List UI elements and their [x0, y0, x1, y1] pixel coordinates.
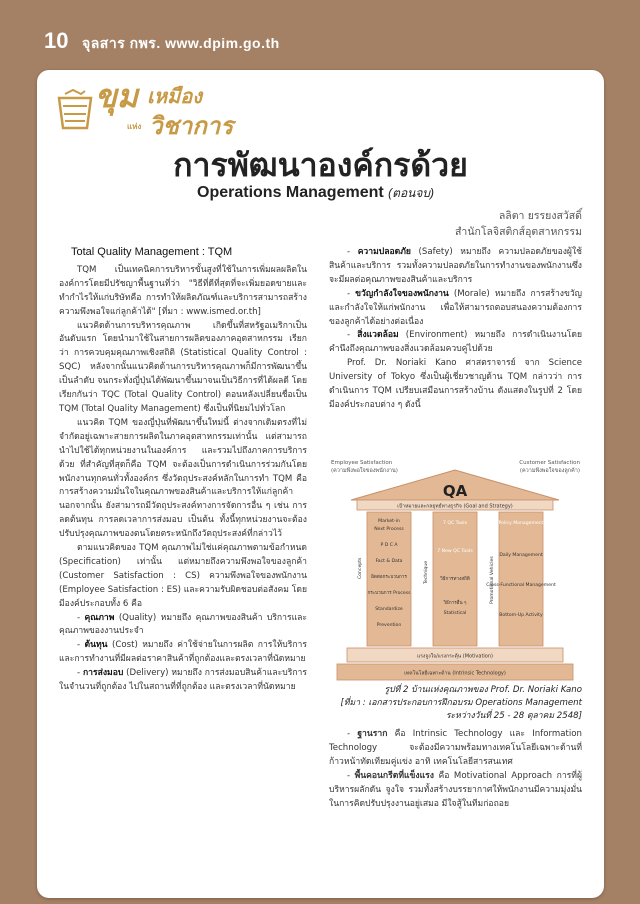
pillar-item: วิธีการทางสถิติ [440, 577, 470, 582]
page-number: 10 [44, 28, 69, 53]
logo-word-mueang: เหมือง [147, 86, 202, 108]
publication-title: จุลสาร กพร. www.dpim.go.th [82, 35, 280, 51]
author-block [455, 208, 582, 240]
article-title: การพัฒนาองค์กรด้วย [173, 146, 468, 184]
logo-word-wichakan: วิชาการ [149, 113, 234, 140]
pillar-item: Cross-Functional Management [486, 583, 556, 588]
subtitle-note: (ตอนจบ) [388, 186, 434, 200]
pillar-item: กระบวนการ Process [367, 591, 411, 596]
figure-caption [329, 684, 582, 723]
house-of-quality-diagram [329, 454, 582, 704]
list-item: - ต้นทุน (Cost) หมายถึง ค่าใช้จ่ายในการผลิต การให้บริการและการทำงานที่มีผลต่อราคาสินค้าที่ถูกต้องและตรงเวลาที่นัดหมาย [59, 640, 307, 665]
mining-cart-icon [55, 88, 95, 136]
paragraph: แนวคิด TQM ของญี่ปุ่นที่พัฒนาขึ้นใหม่นี้ ต่างจากเดิมตรงที่ไม่จำกัดอยู่เฉพาะสายการผลิตในภาคอุตสาหกรรมเท่านั้น แต่สามารถนำไปใช้ได้ทุกหน่วยงานในองค์การ และรวมไปถึงภาคการบริการด้วย ที่สำคัญที่สุดก็คือ TQM จะต้องเป็นการดำเนินการร่วมกันโดยพนักงานทุกคนทั่วทั้งองค์กร ซึ่งวัตถุประสงค์หลักในการทำ TQM คือ การสร้างความมั่นใจในคุณภาพของสินค้าและบริการให้แก่ลูกค้า นอกจากนั้น ยังสามารถมีวัตถุประสงค์ทางการจัดการอื่น ๆ เช่น การลดต้นทุน การลดเวลาการส่งมอบ เป็นต้น ทั้งนี้ทุกหน่วยงานจะต้องปรับปรุงคุณภาพของตนโดยตระหนักถึงวัตถุประสงค์ที่กล่าวไว้ [59, 417, 307, 540]
roof-label: QA [442, 482, 468, 500]
column-logo [55, 77, 234, 148]
article-subtitle: Operations Management (ตอนจบ) [197, 184, 434, 201]
list-item: - สิ่งแวดล้อม (Environment) หมายถึง การดำเนินงานโดยคำนึงถึงคุณภาพของสิ่งแวดล้อมควบคู่ไปด้วย [329, 330, 582, 355]
pillar-item: Standardize [375, 607, 403, 612]
caption-line: รูปที่ 2 บ้านแห่งคุณภาพของ Prof. Dr. Noriaki Kano [384, 685, 582, 695]
list-item: - ความปลอดภัย (Safety) หมายถึง ความปลอดภัยของผู้ใช้สินค้าและบริการ รวมทั้งความปลอดภัยในการทำงานของพนักงานซึ่งจะมีผลต่อคุณภาพของสินค้าและบริการ [329, 247, 582, 285]
employee-satisfaction-th-label: (ความพึงพอใจของพนักงาน) [331, 468, 398, 474]
pillar-item: Market-in [378, 519, 400, 524]
list-item: - พื้นคอนกรีตที่แข็งแรง คือ Motivational Approach การที่ผู้บริหารผลักดัน จูงใจ รวมทั้งสร้างบรรยากาศให้พนักงานมีความมุ่งมั่นในการคิดปรับปรุงงานอยู่เสมอ มีใจสู้ในทีมก่อถอย [329, 770, 582, 809]
pillar-item: Prevention [376, 623, 402, 628]
customer-satisfaction-label: Customer Satisfaction [519, 460, 580, 466]
list-item: - การส่งมอบ (Delivery) หมายถึง การส่งมอบสินค้าและบริการในจำนวนที่ถูกต้อง ไปในสถานที่ที่ถูกต้อง และตรงเวลาที่นัดหมาย [59, 668, 307, 693]
caption-line: ระหว่างวันที่ 25 - 28 ตุลาคม 2548] [445, 711, 582, 721]
pillar-side-label: Technique [424, 560, 429, 584]
paragraph: TQM เป็นเทคนิคการบริหารขั้นสูงที่ใช้ในการเพิ่มผลผลิตในองค์การโดยมีปรัชญาพื้นฐานที่ว่า "วิธีที่ดีที่สุดที่จะเพิ่มยอดขายและทำกำไรให้แก่บริษัทคือ การทำให้ผลิตภัณฑ์และบริการสามารถสร้างความพึงพอใจแก่ลูกค้าได้" [ที่มา : www.ismed.or.th] [59, 264, 307, 317]
left-column [59, 246, 307, 695]
customer-satisfaction-th-label: (ความพึงพอใจของลูกค้า) [519, 468, 580, 474]
list-item: - คุณภาพ (Quality) หมายถึง คุณภาพของสินค้า บริการและคุณภาพของงานประจำ [59, 612, 308, 637]
pillar-item: P D C A [380, 543, 398, 548]
pillar-item: Next Process [374, 527, 404, 532]
section-heading: Total Quality Management : TQM [71, 246, 233, 258]
right-column-bottom [329, 728, 582, 811]
pillar-item: Policy Management [498, 521, 544, 526]
promotional-vehicles-pillar [499, 512, 543, 646]
logo-word-haeng: แห่ง [127, 122, 142, 131]
article-page [37, 70, 604, 898]
pillar-item: Bottom-Up Activity [499, 613, 543, 618]
page-header [0, 0, 640, 60]
logo-word-khum: ขุม [95, 77, 138, 115]
pillar-side-label: Concepts [358, 557, 363, 579]
author-name: ลลิตา ยรรยงสวัสดิ์ [498, 210, 582, 222]
paragraph: แนวคิดด้านการบริหารคุณภาพ เกิดขึ้นที่สหรัฐอเมริกาเป็นอันดับแรก โดยนำมาใช้ในสายการผลิตของภาคอุตสาหกรรม เรียกว่า การควบคุมคุณภาพเชิงสถิติ (Statistical Quality Control : SQC) หลังจากนั้นแนวคิดด้านการบริหารคุณภาพก็มีการพัฒนาขึ้นเป็นลำดับ จนกระทั่งญี่ปุ่นได้พัฒนาขึ้นมาจนเป็นวิธีการที่ได้ผลดี โดยเรียกกันว่า TQC (Total Quality Control) ตอนหลังเปลี่ยนชื่อเป็น TQM (Total Quality Management) ซึ่งเป็นที่นิยมไปทั่วโลก [59, 320, 307, 414]
pillar-item: ผิดต่อกระบวนการ [371, 575, 407, 580]
author-affiliation: สำนักโลจิสติกส์อุตสาหกรรม [455, 226, 582, 238]
caption-line: [ที่มา : เอกสารประกอบการฝึกอบรม Operations Management [340, 698, 582, 708]
motivation-label: แรงจูงใจ/แรงกระตุ้น (Motivation) [416, 653, 494, 660]
technology-label: เทคโนโลยีเฉพาะด้าน (Intrinsic Technology) [404, 670, 506, 677]
pillar-item: 7 QC Tools [443, 521, 467, 526]
pillar-item: 7 New QC Tools [437, 549, 473, 554]
employee-satisfaction-label: Employee Satisfaction [331, 460, 393, 466]
goal-beam-label: เป้าหมายและกลยุทธ์ทางธุรกิจ (Goal and Strategy) [397, 503, 513, 510]
pillar-item: Daily Management [499, 553, 543, 558]
list-item: - ฐานราก คือ Intrinsic Technology และ Information Technology จะต้องมีความพร้อมทางเทคโนโลยีเฉพาะด้านที่ก้าวหน้าทัดเทียมคู่แข่ง อาทิ เทคโนโลยีสารสนเทศ [329, 729, 582, 767]
paragraph: ตามแนวคิดของ TQM คุณภาพไม่ใช่แค่คุณภาพตามข้อกำหนด (Specification) เท่านั้น แต่หมายถึงความพึงพอใจของลูกค้า (Customer Satisfaction : CS) ความพึงพอใจของพนักงาน (Employee Satisfaction : ES) และความรับผิดชอบต่อสังคม โดยมีองค์ประกอบทั้ง 6 คือ [59, 543, 307, 609]
pillar-item: Fact & Data [375, 559, 403, 564]
pillar-item: วิธีการอื่น ๆ [443, 601, 467, 606]
list-item: - ขวัญกำลังใจของพนักงาน (Morale) หมายถึง การสร้างขวัญและกำลังใจให้แก่พนักงาน เพื่อให้สามารถตอบสนองความต้องการของลูกค้าได้อย่างต่อเนื่อง [329, 288, 582, 327]
paragraph: Prof. Dr. Noriaki Kano ศาสตราจารย์ จาก Science University of Tokyo ซึ่งเป็นผู้เชี่ยวชาญด้าน TQM กล่าวว่า การดำเนินการ TQM เปรียบเสมือนการสร้างบ้าน ดังแสดงในรูปที่ 2 โดยมีองค์ประกอบต่าง ๆ ดังนี้ [329, 358, 582, 410]
pillar-side-label: Promotional Vehicles [490, 556, 495, 604]
right-column [329, 246, 582, 413]
pillar-item: Statistical [443, 611, 467, 616]
